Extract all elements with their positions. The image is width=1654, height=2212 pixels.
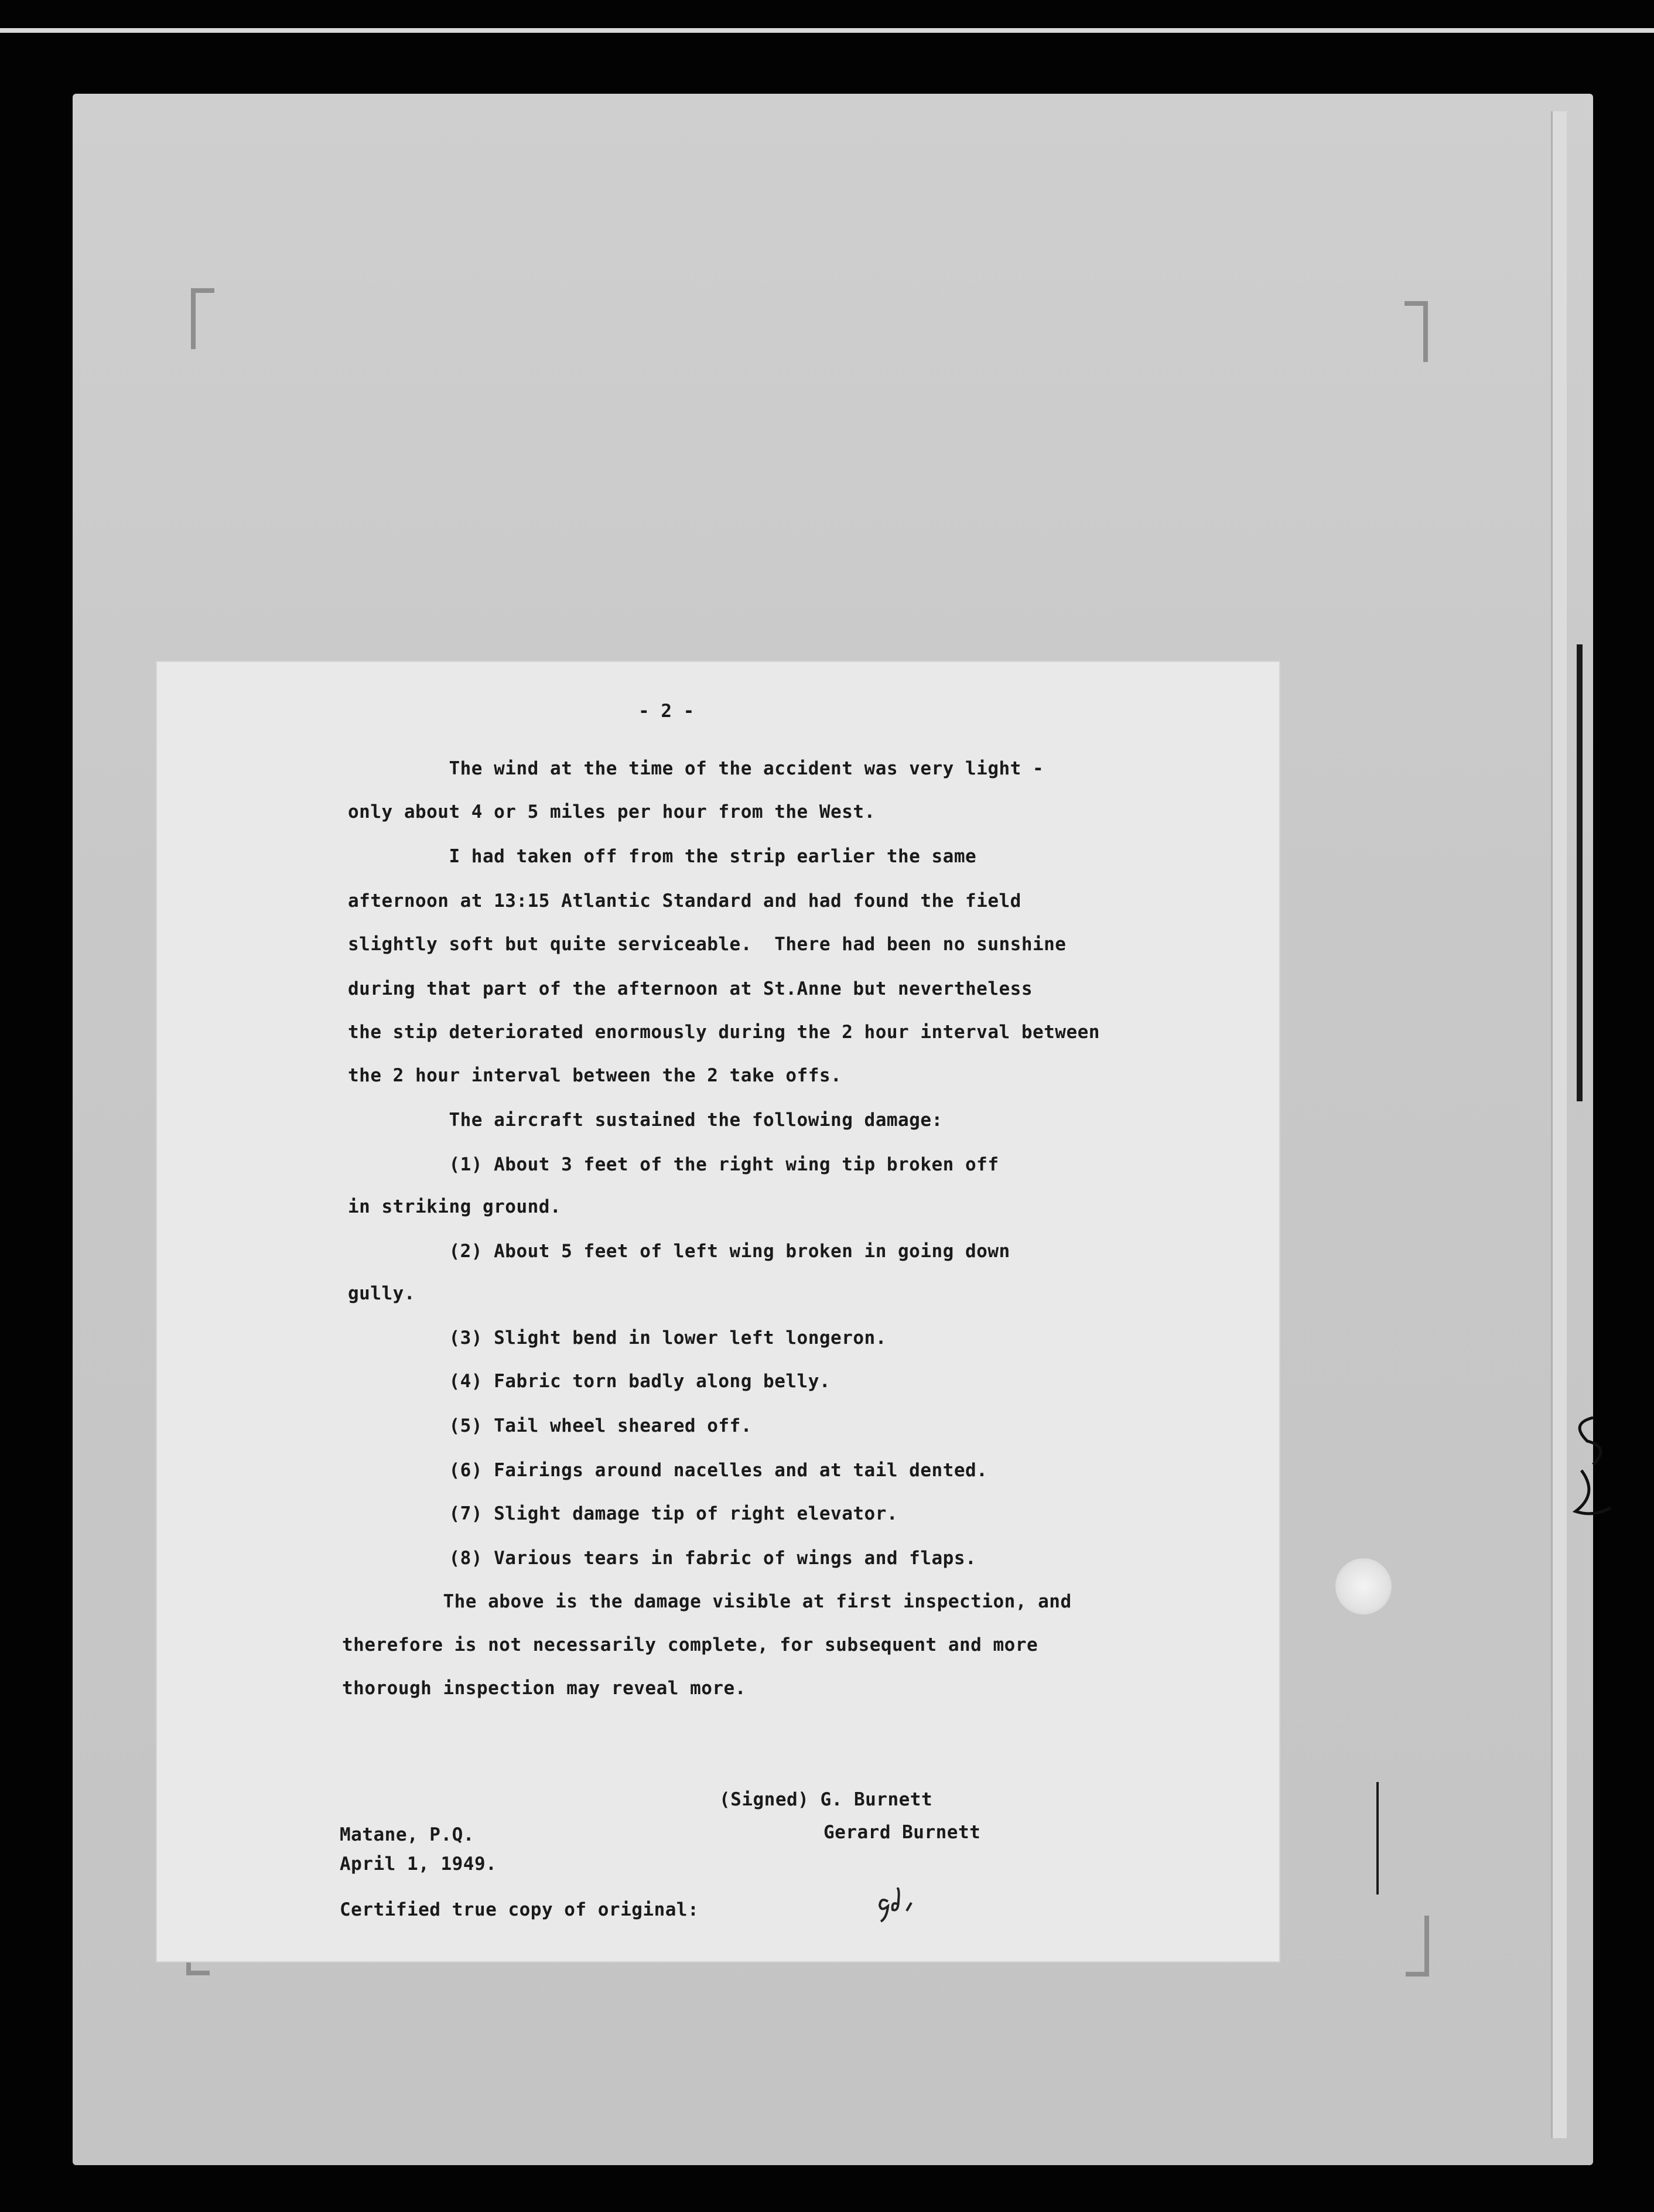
body-line: the stip deteriorated enormously during the 2 hour interval between	[348, 1022, 1100, 1043]
handwritten-scribble-right	[1558, 1406, 1622, 1523]
signed-line: (Signed) G. Burnett	[719, 1789, 933, 1810]
body-line: The above is the damage visible at first inspection, and	[342, 1591, 1072, 1612]
damage-item: (4) Fabric torn badly along belly.	[348, 1371, 831, 1392]
body-line: the 2 hour interval between the 2 take offs.	[348, 1065, 842, 1086]
certification-line: Certified true copy of original:	[340, 1899, 699, 1920]
paper-stain	[1335, 1558, 1392, 1614]
body-line: in striking ground.	[348, 1196, 562, 1217]
margin-line-mark	[1376, 1782, 1379, 1894]
body-line: slightly soft but quite serviceable. There had been no sunshine	[348, 934, 1067, 955]
page-number: - 2 -	[638, 701, 695, 722]
body-line: only about 4 or 5 miles per hour from the West.	[348, 801, 876, 822]
body-line: therefore is not necessarily complete, for subsequent and more	[342, 1634, 1038, 1655]
place: Matane, P.Q.	[340, 1824, 474, 1845]
damage-item: (1) About 3 feet of the right wing tip broken off	[348, 1154, 999, 1175]
film-edge-mark	[1577, 644, 1583, 1101]
damage-item: (5) Tail wheel sheared off.	[348, 1415, 752, 1436]
body-line: I had taken off from the strip earlier the same	[348, 846, 977, 867]
signer-name: Gerard Burnett	[823, 1822, 981, 1843]
backing-sheet-edge	[1551, 111, 1567, 2138]
corner-mark-bottom-right	[1406, 1916, 1429, 1977]
corner-mark-top-left	[191, 288, 214, 349]
damage-item: (6) Fairings around nacelles and at tail dented.	[348, 1460, 988, 1481]
body-line: afternoon at 13:15 Atlantic Standard and had found the field	[348, 890, 1021, 912]
letter-page	[157, 662, 1279, 1961]
body-line: during that part of the afternoon at St.Anne but nevertheless	[348, 978, 1033, 999]
body-line: The wind at the time of the accident was very light -	[348, 758, 1044, 779]
body-line: gully.	[348, 1283, 415, 1304]
film-top-strip	[0, 28, 1654, 33]
handwritten-initials	[877, 1887, 918, 1923]
corner-mark-top-right	[1404, 301, 1428, 362]
damage-item: (7) Slight damage tip of right elevator.	[348, 1503, 898, 1524]
damage-item: (8) Various tears in fabric of wings and flaps.	[348, 1548, 977, 1569]
damage-item: (3) Slight bend in lower left longeron.	[348, 1327, 887, 1349]
damage-item: (2) About 5 feet of left wing broken in going down	[348, 1241, 1010, 1262]
date: April 1, 1949.	[340, 1853, 497, 1875]
body-line: thorough inspection may reveal more.	[342, 1678, 746, 1699]
body-line: The aircraft sustained the following damage:	[348, 1110, 943, 1131]
